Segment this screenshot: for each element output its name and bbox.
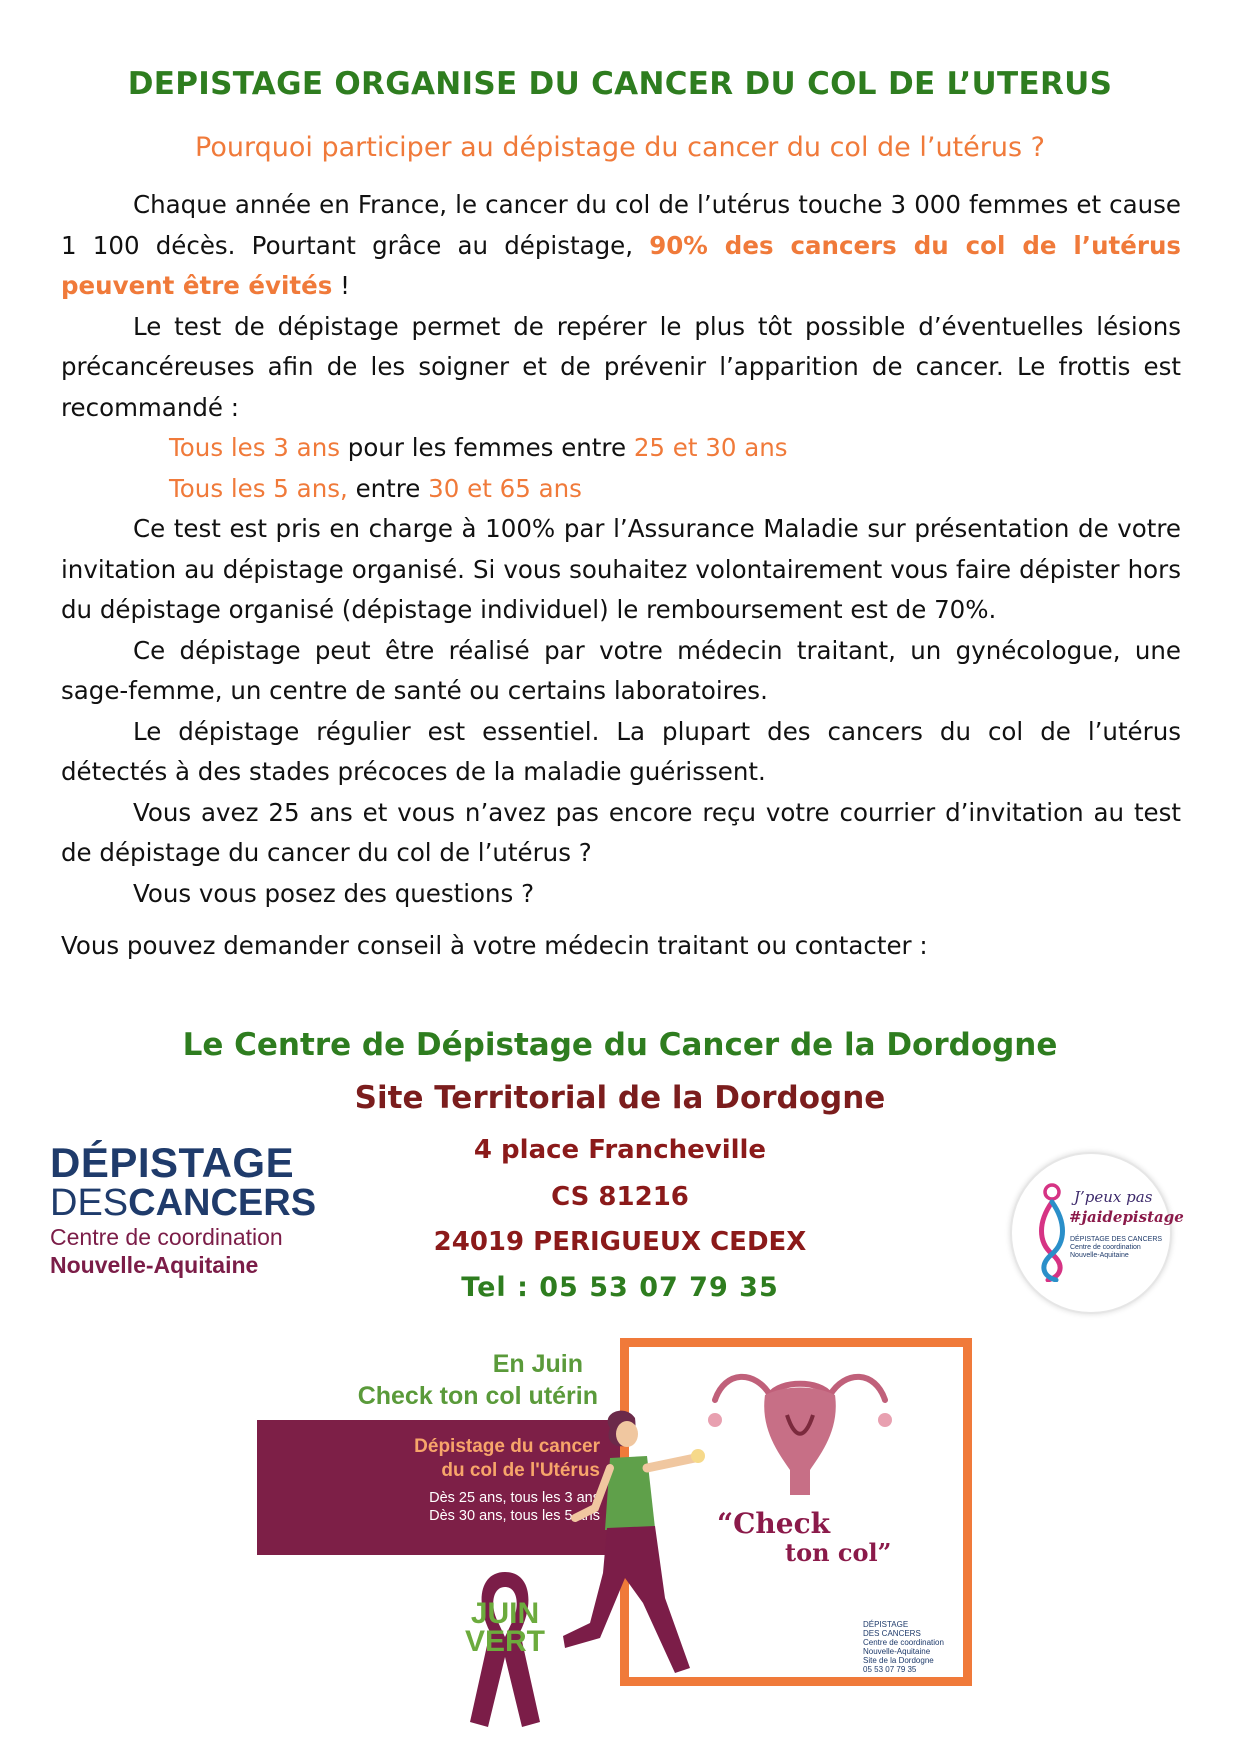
juin-vert-poster <box>255 1330 985 1740</box>
logo-line: Nouvelle-Aquitaine <box>50 1252 259 1278</box>
depistage-logo <box>50 1139 330 1279</box>
recommendation-age: 25 et 30 ans <box>633 433 788 462</box>
paragraph-regular: Le dépistage régulier est essentiel. La plupart des cancers du col de l’utérus détectés à des stades précoces de la maladie guérissent. <box>61 716 1181 786</box>
recommendation-frequency: Tous les 3 ans <box>169 433 340 462</box>
paragraph-contact: Vous pouvez demander conseil à votre médecin traitant ou contacter : <box>61 931 928 960</box>
band-text: Dès 30 ans, tous les 5 ans <box>429 1508 600 1524</box>
paragraph-text: Chaque année en France, le cancer du col de l’utérus touche 3 000 femmes et cause 1 100 décès. Pourtant grâce au dépistage, <box>61 190 1181 260</box>
uterus-icon <box>695 1360 905 1500</box>
site-name: Site Territorial de la Dordogne <box>354 1080 886 1116</box>
check-slogan: ton col” <box>785 1538 892 1567</box>
juin-vert-label <box>450 1597 560 1658</box>
paragraph-providers: Ce dépistage peut être réalisé par votre médecin traitant, un gynécologue, une sage-femme, un centre de santé ou certains laboratoires. <box>61 635 1181 705</box>
badge-logo-line: DÉPISTAGE DES CANCERS <box>1070 1236 1163 1243</box>
paragraph-reimbursement: Ce test est pris en charge à 100% par l’Assurance Maladie sur présentation de votre invitation au dépistage organisé. Si vous souhaitez volontairement vous faire dépister hors du dépistage organisé (dépistage individuel) le remboursement est de 70%. <box>61 514 1181 624</box>
band-title: Dépistage du cancer <box>414 1436 600 1457</box>
highlight-text: 90% des cancers du col de l’utérus peuvent être évités <box>61 230 1181 300</box>
mini-logo-line: Nouvelle-Aquitaine <box>863 1647 931 1656</box>
badge-logo-line: Centre de coordination <box>1070 1244 1141 1251</box>
recommendation-age: 30 et 65 ans <box>428 473 582 503</box>
recommendation-item <box>169 428 1181 469</box>
page-subtitle: Pourquoi participer au dépistage du cancer du col de l’utérus ? <box>195 132 1045 163</box>
badge-logo <box>1070 1236 1162 1260</box>
juin-vert-line: VERT <box>464 1625 545 1658</box>
paragraph-statistics <box>61 185 1181 307</box>
mini-logo-line: DÉPISTAGE <box>863 1620 909 1629</box>
mini-logo-line: DES CANCERS <box>863 1629 921 1638</box>
recommendation-list <box>61 428 1181 509</box>
poster-caption: Check ton col utérin <box>357 1382 598 1410</box>
paragraph-test: Le test de dépistage permet de repérer le plus tôt possible d’éventuelles lésions précancéreuses afin de les soigner et de prévenir l’apparition de cancer. Le frottis est recommandé : <box>61 311 1181 422</box>
band-text: Dès 25 ans, tous les 3 ans <box>429 1490 600 1506</box>
badge-text: J’peux pas <box>1074 1188 1153 1206</box>
badge-logo-line: Nouvelle-Aquitaine <box>1070 1252 1129 1259</box>
centre-name: Le Centre de Dépistage du Cancer de la Dordogne <box>182 1027 1058 1063</box>
poster-mini-logo <box>863 1620 944 1674</box>
logo-des: DES <box>50 1182 129 1224</box>
recommendation-frequency: Tous les 5 ans, <box>169 473 348 503</box>
page-title: DEPISTAGE ORGANISE DU CANCER DU COL DE L’UTERUS <box>127 66 1113 102</box>
check-slogan: “Check <box>717 1507 831 1540</box>
woman-figure-icon <box>555 1398 725 1718</box>
body-text <box>61 185 1181 967</box>
recommendation-item <box>169 469 1181 510</box>
logo-line: DÉPISTAGE <box>50 1139 295 1186</box>
recommendation-text: entre <box>347 473 429 503</box>
jaidepistage-badge <box>1010 1152 1184 1314</box>
poster-caption: En Juin <box>492 1350 583 1378</box>
band-title: du col de l'Utérus <box>441 1460 600 1481</box>
paragraph-text: ! <box>332 271 350 300</box>
logo-line: Centre de coordination <box>50 1224 283 1250</box>
badge-hashtag: #jaidepistage <box>1069 1208 1184 1226</box>
logo-cancers: CANCERS <box>128 1182 317 1224</box>
mini-logo-line: 05 53 07 79 35 <box>863 1665 917 1674</box>
address-street: 4 place Francheville <box>473 1135 767 1165</box>
address-cs: CS 81216 <box>551 1182 689 1212</box>
paragraph-questions: Vous vous posez des questions ? <box>133 878 535 908</box>
recommendation-text: pour les femmes entre <box>340 433 634 462</box>
logo-line <box>50 1183 330 1223</box>
phone-number: Tel : 05 53 07 79 35 <box>461 1272 779 1303</box>
juin-vert-line: JUIN <box>470 1597 540 1630</box>
mini-logo-line: Centre de coordination <box>863 1638 944 1647</box>
ribbon-figure-icon <box>1030 1182 1074 1282</box>
mini-logo-line: Site de la Dordogne <box>863 1656 934 1665</box>
address-city: 24019 PERIGUEUX CEDEX <box>433 1227 807 1257</box>
paragraph-invitation: Vous avez 25 ans et vous n’avez pas encore reçu votre courrier d’invitation au test de dépistage du cancer du col de l’utérus ? <box>61 797 1181 867</box>
